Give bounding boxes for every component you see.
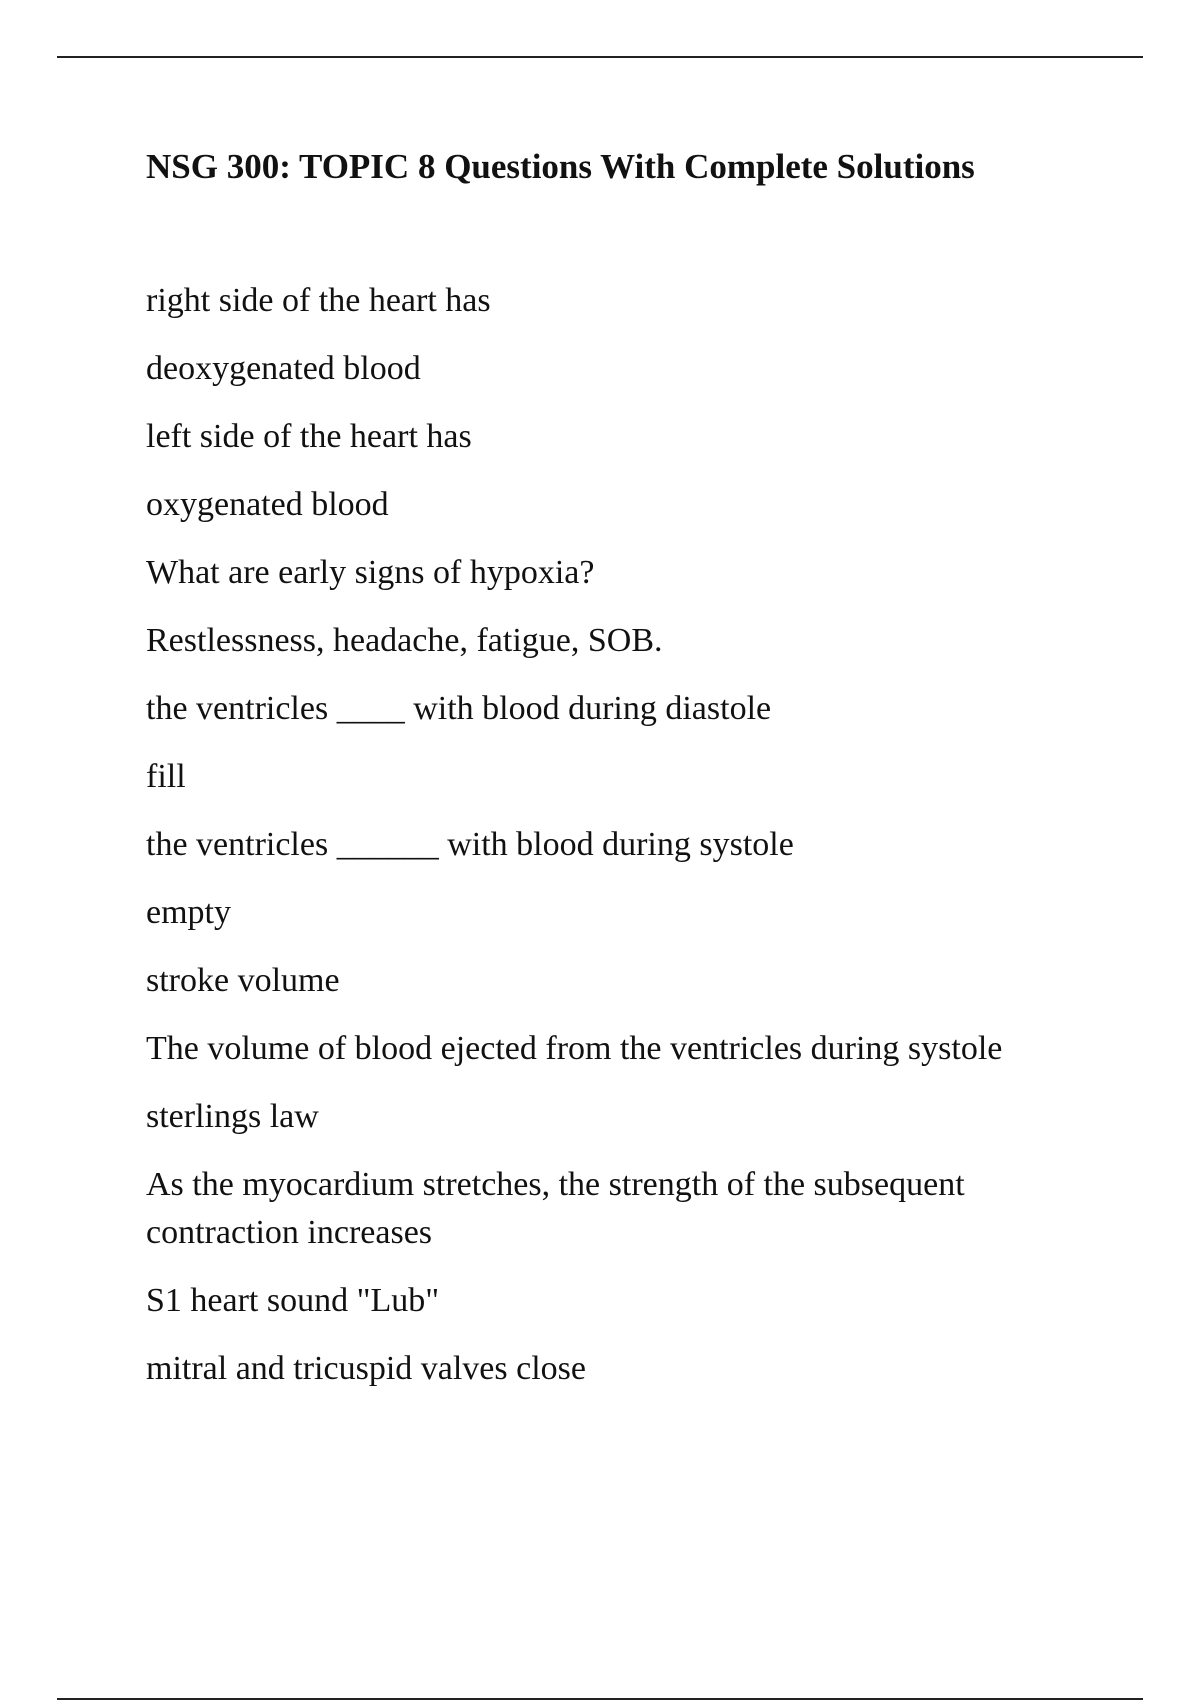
answer-line: empty [146, 894, 231, 931]
answer-line: mitral and tricuspid valves close [146, 1350, 586, 1387]
qa-list [146, 277, 1086, 1413]
answer-line: The volume of blood ejected from the ventricles during systole [146, 1030, 1003, 1067]
question-line: the ventricles ______ with blood during systole [146, 826, 794, 863]
question-line: the ventricles ____ with blood during diastole [146, 690, 772, 727]
answer-line: fill [146, 758, 186, 795]
question-line: left side of the heart has [146, 418, 472, 455]
top-rule [57, 56, 1143, 58]
answer-line: oxygenated blood [146, 486, 389, 523]
question-line: What are early signs of hypoxia? [146, 554, 595, 591]
question-line: stroke volume [146, 962, 340, 999]
answer-line: Restlessness, headache, fatigue, SOB. [146, 622, 663, 659]
question-line: S1 heart sound "Lub" [146, 1282, 440, 1319]
answer-line: As the myocardium stretches, the strength of the subsequent contraction increases [146, 1166, 965, 1251]
question-line: sterlings law [146, 1098, 319, 1135]
question-line: right side of the heart has [146, 282, 491, 319]
answer-line: deoxygenated blood [146, 350, 421, 387]
document-title: NSG 300: TOPIC 8 Questions With Complete Solutions [146, 147, 975, 186]
